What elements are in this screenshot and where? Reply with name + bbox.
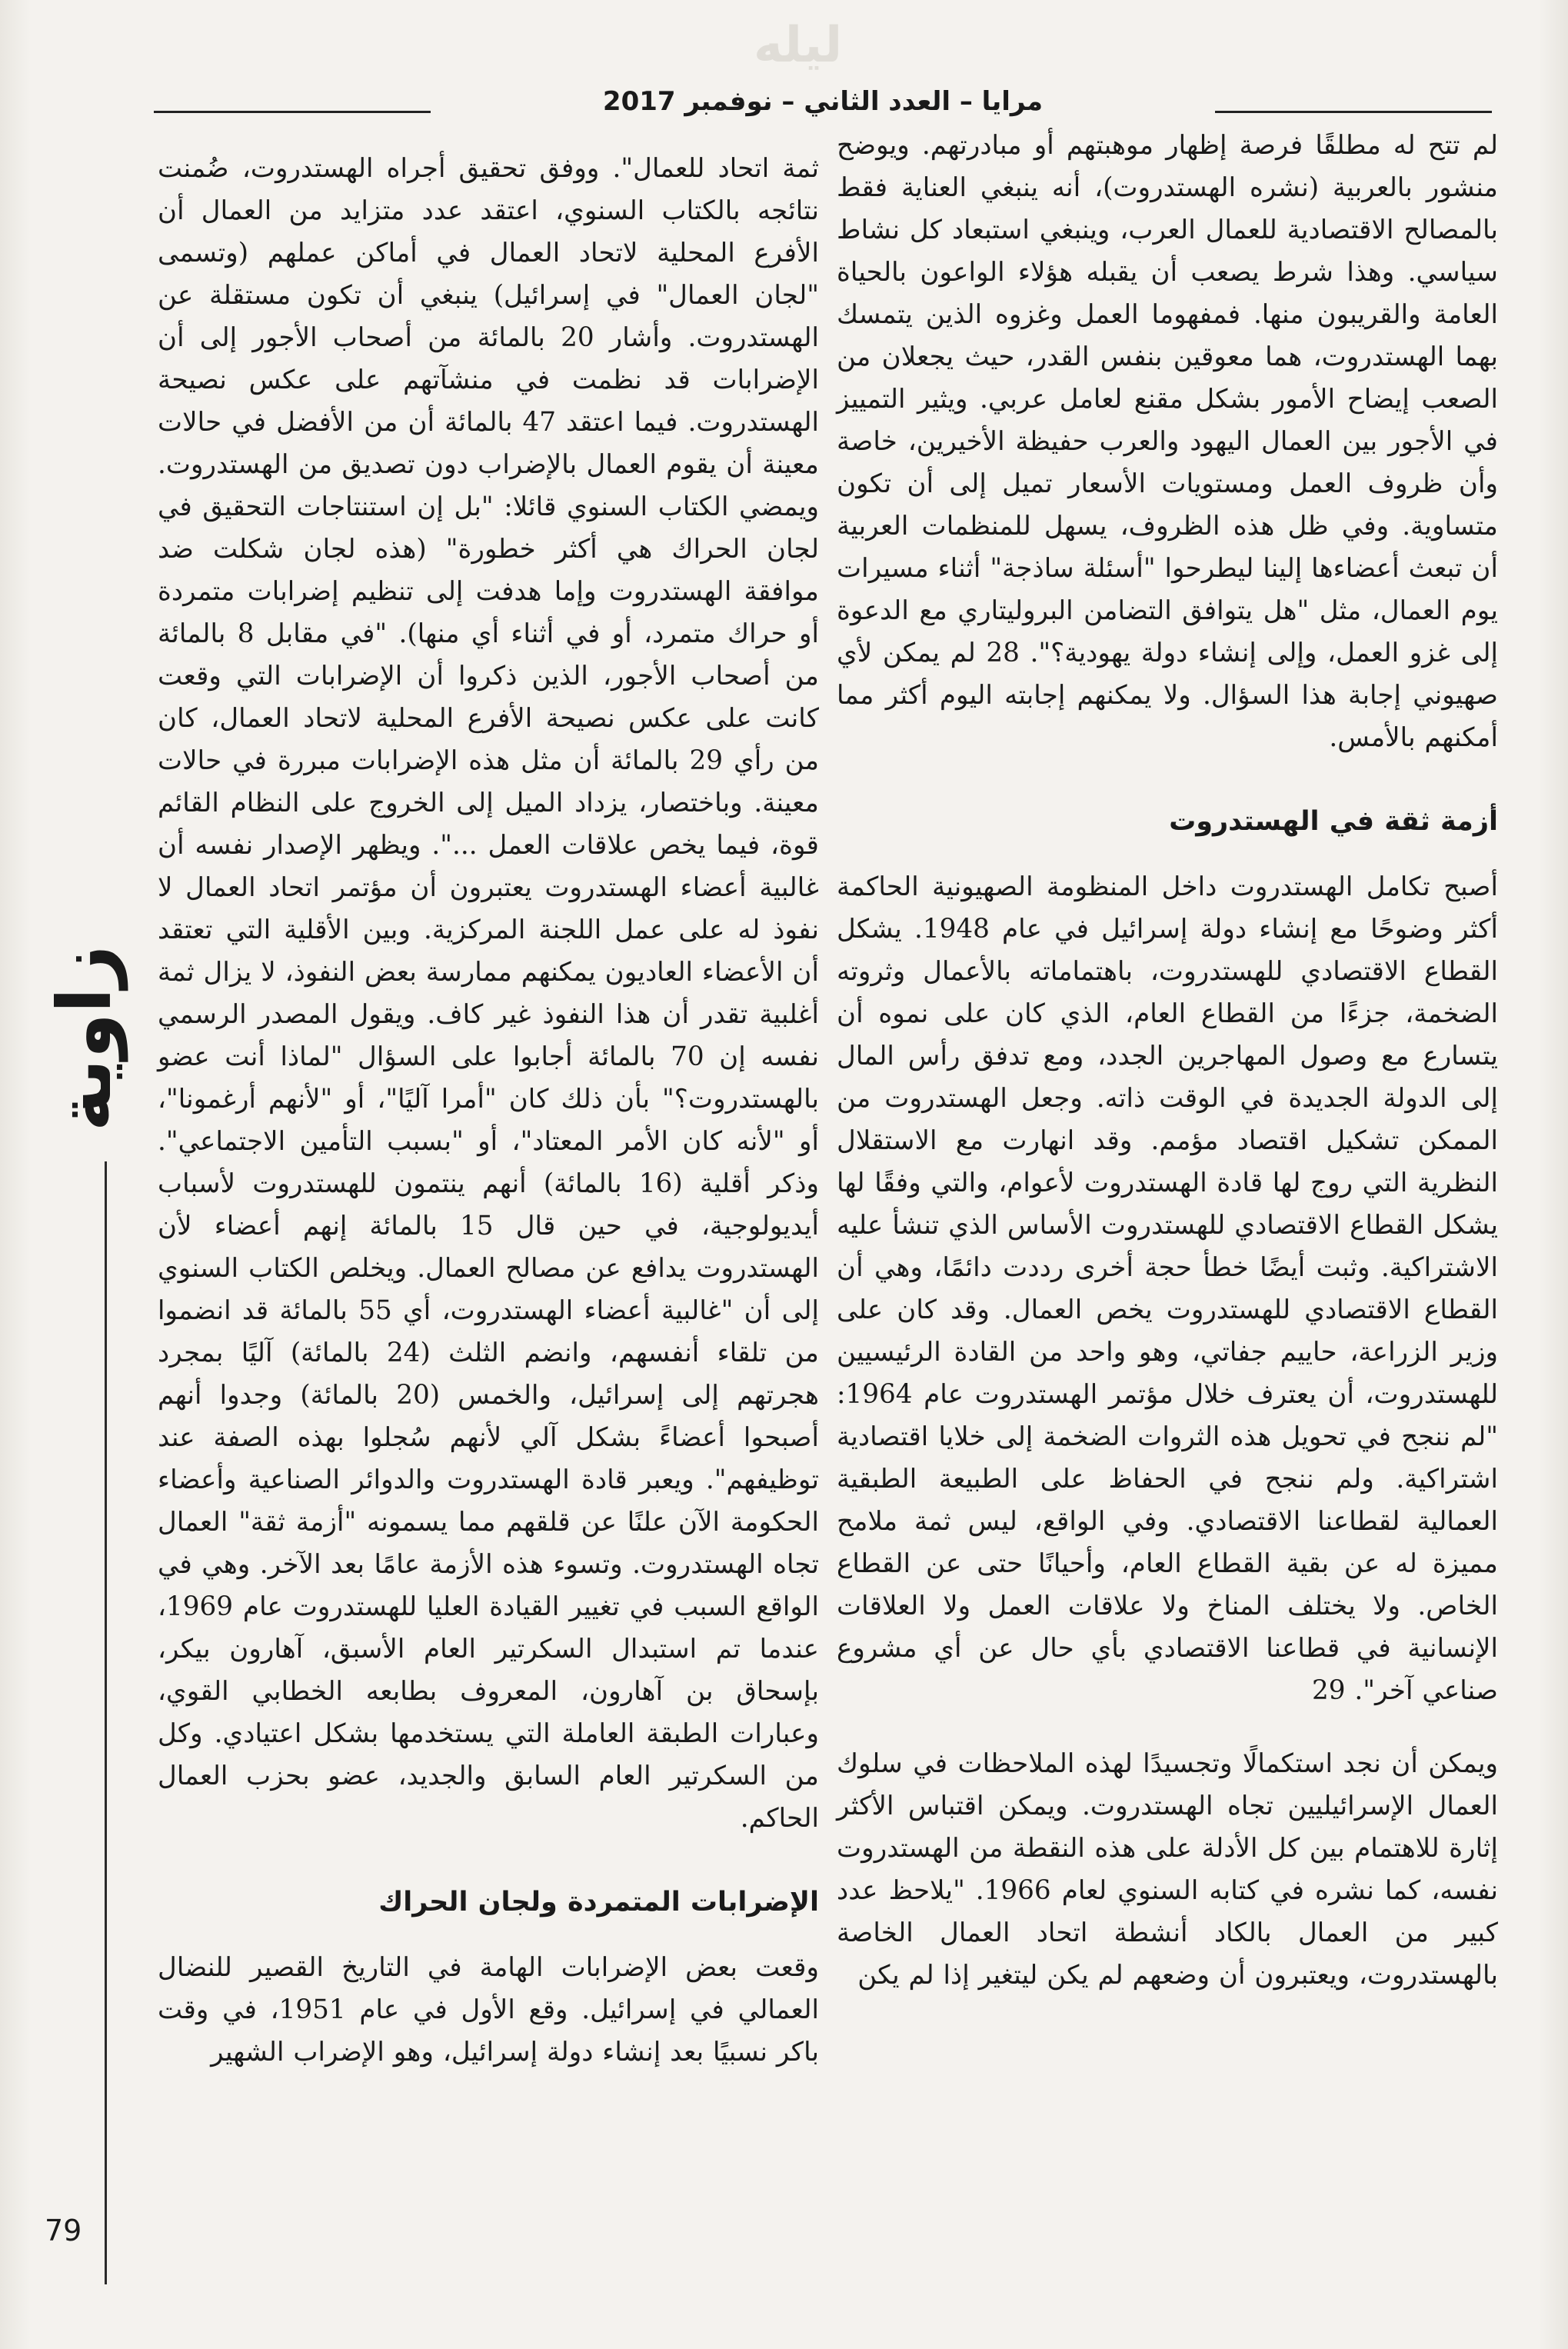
left-paragraph-2: وقعت بعض الإضرابات الهامة في التاريخ القصير للنضال العمالي في إسرائيل. وقع الأول في عام 1951، في وقت باكر نسبيًا بعد إنشاء دولة إسرائيل، وهو الإضراب الشهير bbox=[158, 1952, 819, 2067]
section-sidebar bbox=[31, 892, 146, 2307]
right-column bbox=[837, 125, 1498, 2324]
ghost-logo: ليله bbox=[754, 17, 843, 74]
header-rule-left bbox=[154, 111, 431, 113]
left-column bbox=[158, 148, 819, 2347]
section-heading-strikes: الإضرابات المتمردة ولجان الحراك bbox=[378, 1887, 819, 1918]
right-paragraph-1: لم تتح له مطلقًا فرصة إظهار موهبتهم أو مبادرتهم. ويوضح منشور بالعربية (نشره الهستدروت)، أنه ينبغي العناية فقط بالمصالح الاقتصادية للعمال العرب، وينبغي استبعاد كل نشاط سياسي. وهذا شرط يصعب أن يقبله هؤلاء الواعون بالحياة العامة والقريبون منها. فمفهوما العمل وغزوه الذين يتمسك بهما الهستدروت، هما معوقين بنفس القدر، حيث يجعلان من الصعب إيضاح الأمور بشكل مقنع لعامل عربي. ويثير التمييز في الأجور بين العمال اليهود والعرب حفيظة الأخيرين، خاصة وأن ظروف العمل ومستويات الأسعار تميل إلى أن تكون متساوية. وفي ظل هذه الظروف، يسهل للمنظمات العربية أن تبعث أعضاءها إلينا ليطرحوا "أسئلة ساذجة" أثناء مسيرات يوم العمال، مثل "هل يتوافق التضامن البروليتاري مع الدعوة إلى غزو العمل، وإلى إنشاء دولة يهودية؟". 28 لم يمكن لأي صهيوني إجابة هذا السؤال. ولا يمكنهم إجابته اليوم أكثر مما أمكنهم بالأمس. bbox=[837, 130, 1498, 753]
right-paragraph-2: أصبح تكامل الهستدروت داخل المنظومة الصهيونية الحاكمة أكثر وضوحًا مع إنشاء دولة إسرائيل في عام 1948. يشكل القطاع الاقتصادي للهستدروت، باهتماماته بالأعمال وثروته الضخمة، جزءًا من القطاع العام، الذي كان على نموه أن يتسارع مع وصول المهاجرين الجدد، ومع تدفق رأس المال إلى الدولة الجديدة في الوقت ذاته. وجعل الهستدروت من الممكن تشكيل اقتصاد مؤمم. وقد انهارت مع الاستقلال النظرية التي روج لها قادة الهستدروت لأعوام، والتي وفقًا لها يشكل القطاع الاقتصادي للهستدروت الأساس الذي تنشأ عليه الاشتراكية. وثبت أيضًا خطأ حجة أخرى رددت دائمًا، وهي أن القطاع الاقتصادي للهستدروت يخص العمال. وقد كان على وزير الزراعة، حاييم جفاتي، وهو واحد من القادة الرئيسيين للهستدروت، أن يعترف خلال مؤتمر الهستدروت عام 1964: "لم ننجح في تحويل هذه الثروات الضخمة إلى خلايا اقتصادية اشتراكية. ولم ننجح في الحفاظ على الطبيعة الطبقية العمالية لقطاعنا الاقتصادي. وفي الواقع، ليس ثمة ملامح مميزة له عن بقية القطاع العام، وأحيانًا حتى عن القطاع الخاص. ولا يختلف المناخ ولا علاقات العمل ولا العلاقات الإنسانية في قطاعنا الاقتصادي بأي حال عن أي مشروع صناعي آخر". 29 bbox=[837, 871, 1498, 1706]
section-heading-trust-crisis: أزمة ثقة في الهستدروت bbox=[1169, 806, 1498, 837]
sidebar-rule bbox=[105, 1161, 107, 2284]
section-label: زاوية bbox=[42, 945, 128, 1132]
issue-title: مرايا – العدد الثاني – نوفمبر 2017 bbox=[602, 86, 1044, 117]
header-rule-right bbox=[1215, 111, 1492, 113]
left-paragraph-1: ثمة اتحاد للعمال". ووفق تحقيق أجراه الهستدروت، ضُمنت نتائجه بالكتاب السنوي، اعتقد عدد متزايد من العمال أن الأفرع المحلية لاتحاد العمال في أماكن عملهم (وتسمى "لجان العمال" في إسرائيل) ينبغي أن تكون مستقلة عن الهستدروت. وأشار 20 بالمائة من أصحاب الأجور إلى أن الإضرابات قد نظمت في منشآتهم على عكس نصيحة الهستدروت. فيما اعتقد 47 بالمائة أن من الأفضل في حالات معينة أن يقوم العمال بالإضراب دون تصديق من الهستدروت. ويمضي الكتاب السنوي قائلا: "بل إن استنتاجات التحقيق في لجان الحراك هي أكثر خطورة" (هذه لجان شكلت ضد موافقة الهستدروت وإما هدفت إلى تنظيم إضرابات متمردة أو حراك متمرد، أو في أثناء أي منها). "في مقابل 8 بالمائة من أصحاب الأجور، الذين ذكروا أن الإضرابات التي وقعت كانت على عكس نصيحة الأفرع المحلية لاتحاد العمال، كان من رأي 29 بالمائة أن مثل هذه الإضرابات مبررة في حالات معينة. وباختصار، يزداد الميل إلى الخروج على النظام القائم قوة، فيما يخص علاقات العمل ...". ويظهر الإصدار نفسه أن غالبية أعضاء الهستدروت يعتبرون أن مؤتمر اتحاد العمال لا نفوذ له على عمل اللجنة المركزية. وبين الأقلية التي تعتقد أن الأعضاء العاديون يمكنهم ممارسة بعض النفوذ، لا يزال ثمة أغلبية تقدر أن هذا النفوذ غير كاف. ويقول المصدر الرسمي نفسه إن 70 بالمائة أجابوا على السؤال "لماذا أنت عضو بالهستدروت؟" بأن ذلك كان "أمرا آليًا"، أو "لأنهم أرغمونا"، أو "لأنه كان الأمر المعتاد"، أو "بسبب التأمين الاجتماعي". وذكر أقلية (16 بالمائة) أنهم ينتمون للهستدروت لأسباب أيديولوجية، في حين قال 15 بالمائة إنهم أعضاء لأن الهستدروت يدافع عن مصالح العمال. ويخلص الكتاب السنوي إلى أن "غالبية أعضاء الهستدروت، أي 55 بالمائة قد انضموا من تلقاء أنفسهم، وانضم الثلث (24 بالمائة) آليًا بمجرد هجرتهم إلى إسرائيل، والخمس (20 بالمائة) وجدوا أنهم أصبحوا أعضاءً بشكل آلي لأنهم سُجلوا بهذه الصفة عند توظيفهم". ويعبر قادة الهستدروت والدوائر الصناعية وأعضاء الحكومة الآن علنًا عن قلقهم مما يسمونه "أزمة ثقة" العمال تجاه الهستدروت. وتسوء هذه الأزمة عامًا بعد الآخر. وهي في الواقع السبب في تغيير القيادة العليا للهستدروت عام 1969، عندما تم استبدال السكرتير العام الأسبق، آهارون بيكر، بإسحاق بن آهارون، المعروف بطابعه الخطابي القوي، وعبارات الطبقة العاملة التي يستخدمها بشكل اعتيادي. وكل من السكرتير العام السابق والجديد، عضو بحزب العمال الحاكم. bbox=[158, 153, 820, 1834]
running-header bbox=[154, 83, 1492, 129]
right-paragraph-3: ويمكن أن نجد استكمالًا وتجسيدًا لهذه الملاحظات في سلوك العمال الإسرائيليين تجاه الهستدروت. ويمكن اقتباس الأكثر إثارة للاهتمام بين كل الأدلة على هذه النقطة من الهستدروت نفسه، كما نشره في كتابه السنوي لعام 1966. "يلاحظ عدد كبير من العمال بالكاد أنشطة اتحاد العمال الخاصة بالهستدروت، ويعتبرون أن وضعهم لم يكن ليتغير إذا لم يكن bbox=[837, 1748, 1498, 1991]
page-number: 79 bbox=[45, 2214, 82, 2247]
